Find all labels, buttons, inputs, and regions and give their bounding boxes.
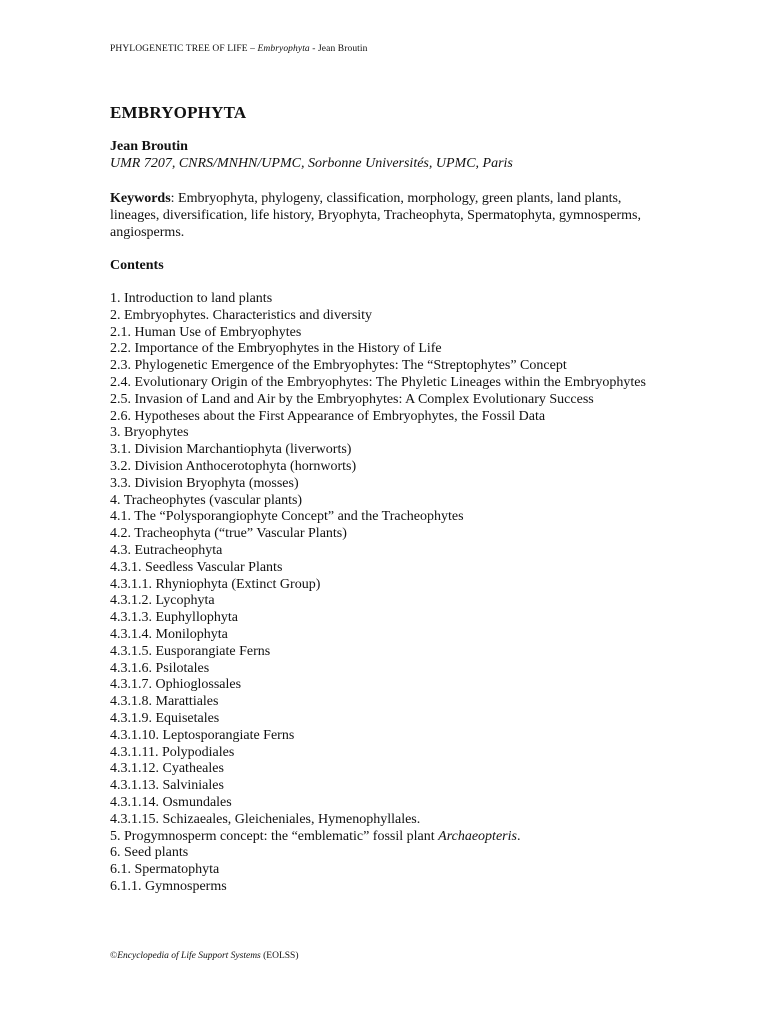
toc-item-text: 4.3.1.4. Monilophyta (110, 626, 228, 642)
toc-item-text: 1. Introduction to land plants (110, 291, 273, 306)
toc-item-text: 2.3. Phylogenetic Emergence of the Embryophytes: The “Streptophytes” Concept (110, 358, 567, 374)
toc-item (110, 325, 670, 342)
toc-item (110, 745, 670, 762)
toc-item (110, 543, 670, 560)
toc-item (110, 442, 670, 459)
toc-item (110, 308, 670, 325)
toc-item (110, 459, 670, 476)
toc-item-text: 3.3. Division Bryophyta (mosses) (110, 475, 299, 491)
toc-item-text: 6. Seed plants (110, 845, 189, 861)
author-affiliation: UMR 7207, CNRS/MNHN/UPMC, Sorbonne Universités, UPMC, Paris (110, 156, 513, 171)
keywords-label: Keywords (110, 191, 171, 206)
running-header-prefix: PHYLOGENETIC TREE OF LIFE – (110, 44, 258, 54)
running-header (110, 44, 368, 54)
toc-item-text: 4.1. The “Polysporangiophyte Concept” and the Tracheophytes (110, 509, 464, 525)
toc-item-italic: Archaeopteris (438, 828, 517, 844)
toc-item (110, 778, 670, 795)
toc-item-text: 4.3.1.10. Leptosporangiate Ferns (110, 727, 295, 743)
author-name: Jean Broutin (110, 139, 188, 154)
running-header-suffix: - Jean Broutin (309, 44, 368, 54)
toc-item (110, 358, 670, 375)
toc-item-text: 4.3.1.15. Schizaeales, Gleicheniales, Hymenophyllales. (110, 811, 421, 827)
toc-item (110, 577, 670, 594)
toc-item (110, 761, 670, 778)
toc-item-text: 4.3.1.7. Ophioglossales (110, 677, 242, 693)
toc-item (110, 728, 670, 745)
toc-item-text: 2.2. Importance of the Embryophytes in the History of Life (110, 341, 442, 357)
toc-item-text: 6.1.1. Gymnosperms (110, 878, 227, 894)
toc-item-text: 5. Progymnosperm concept: the “emblematic” fossil plant (110, 828, 439, 844)
toc-item (110, 560, 670, 577)
document-title: EMBRYOPHYTA (110, 103, 247, 122)
toc-item (110, 627, 670, 644)
footer-suffix: (EOLSS) (260, 951, 299, 961)
toc-item (110, 392, 670, 409)
toc-item-text: 3. Bryophytes (110, 425, 189, 441)
toc-item-text: 4.3.1.13. Salviniales (110, 778, 224, 794)
toc-item-text: 6.1. Spermatophyta (110, 862, 220, 878)
toc-item-text: 4.3.1.8. Marattiales (110, 694, 219, 710)
toc-item-text: 2. Embryophytes. Characteristics and diversity (110, 307, 373, 323)
toc-item-text: 2.5. Invasion of Land and Air by the Embryophytes: A Complex Evolutionary Success (110, 391, 594, 407)
toc-item (110, 879, 670, 896)
toc-item (110, 862, 670, 879)
toc-item (110, 677, 670, 694)
table-of-contents (110, 291, 670, 896)
running-header-italic: Embryophyta (257, 44, 310, 54)
toc-item-text: 4.3.1.5. Eusporangiate Ferns (110, 643, 271, 659)
toc-item (110, 375, 670, 392)
toc-item-text: 4.3.1.2. Lycophyta (110, 593, 215, 609)
toc-item-text: 4.3.1.9. Equisetales (110, 710, 220, 726)
toc-item-text: 4.3.1.6. Psilotales (110, 660, 210, 676)
page-footer (110, 951, 299, 961)
toc-item (110, 694, 670, 711)
toc-item (110, 795, 670, 812)
toc-item-text: 4. Tracheophytes (vascular plants) (110, 492, 303, 508)
toc-item-text: 4.3.1.1. Rhyniophyta (Extinct Group) (110, 576, 321, 592)
toc-item (110, 526, 670, 543)
contents-heading: Contents (110, 258, 164, 273)
toc-item (110, 644, 670, 661)
toc-item-text: 2.4. Evolutionary Origin of the Embryophytes: The Phyletic Lineages within the Embryophytes (110, 374, 646, 390)
toc-item-text: 4.3.1. Seedless Vascular Plants (110, 559, 283, 575)
toc-item-text: 3.2. Division Anthocerotophyta (hornworts) (110, 458, 357, 474)
toc-item (110, 812, 670, 829)
footer-prefix: © (110, 951, 118, 961)
toc-item (110, 661, 670, 678)
toc-item-text: 4.3.1.14. Osmundales (110, 794, 232, 810)
toc-item-text: 2.1. Human Use of Embryophytes (110, 324, 302, 340)
toc-item (110, 341, 670, 358)
toc-item (110, 711, 670, 728)
toc-item-text: 3.1. Division Marchantiophyta (liverworts) (110, 442, 352, 458)
toc-item (110, 291, 670, 308)
toc-item-text: 4.3. Eutracheophyta (110, 542, 223, 558)
keywords-text: : Embryophyta, phylogeny, classification, morphology, green plants, land plants, lineages, diversification, life history, Bryophyta, Tracheophyta, Spermatophyta, gymnosperms, angiosperms. (110, 191, 641, 240)
keywords-paragraph (110, 190, 665, 241)
toc-item (110, 425, 670, 442)
toc-item (110, 829, 670, 846)
toc-item-text: 4.3.1.3. Euphyllophyta (110, 610, 238, 626)
toc-item (110, 409, 670, 426)
toc-item-text: 4.3.1.12. Cyatheales (110, 761, 224, 777)
toc-item (110, 476, 670, 493)
footer-italic: Encyclopedia of Life Support Systems (117, 951, 261, 961)
toc-item (110, 593, 670, 610)
toc-item-suffix: . (516, 828, 521, 844)
toc-item (110, 509, 670, 526)
toc-item (110, 610, 670, 627)
toc-item (110, 845, 670, 862)
toc-item-text: 4.3.1.11. Polypodiales (110, 744, 235, 760)
toc-item-text: 4.2. Tracheophyta (“true” Vascular Plants) (110, 526, 347, 542)
toc-item (110, 493, 670, 510)
toc-item-text: 2.6. Hypotheses about the First Appearance of Embryophytes, the Fossil Data (110, 408, 546, 424)
